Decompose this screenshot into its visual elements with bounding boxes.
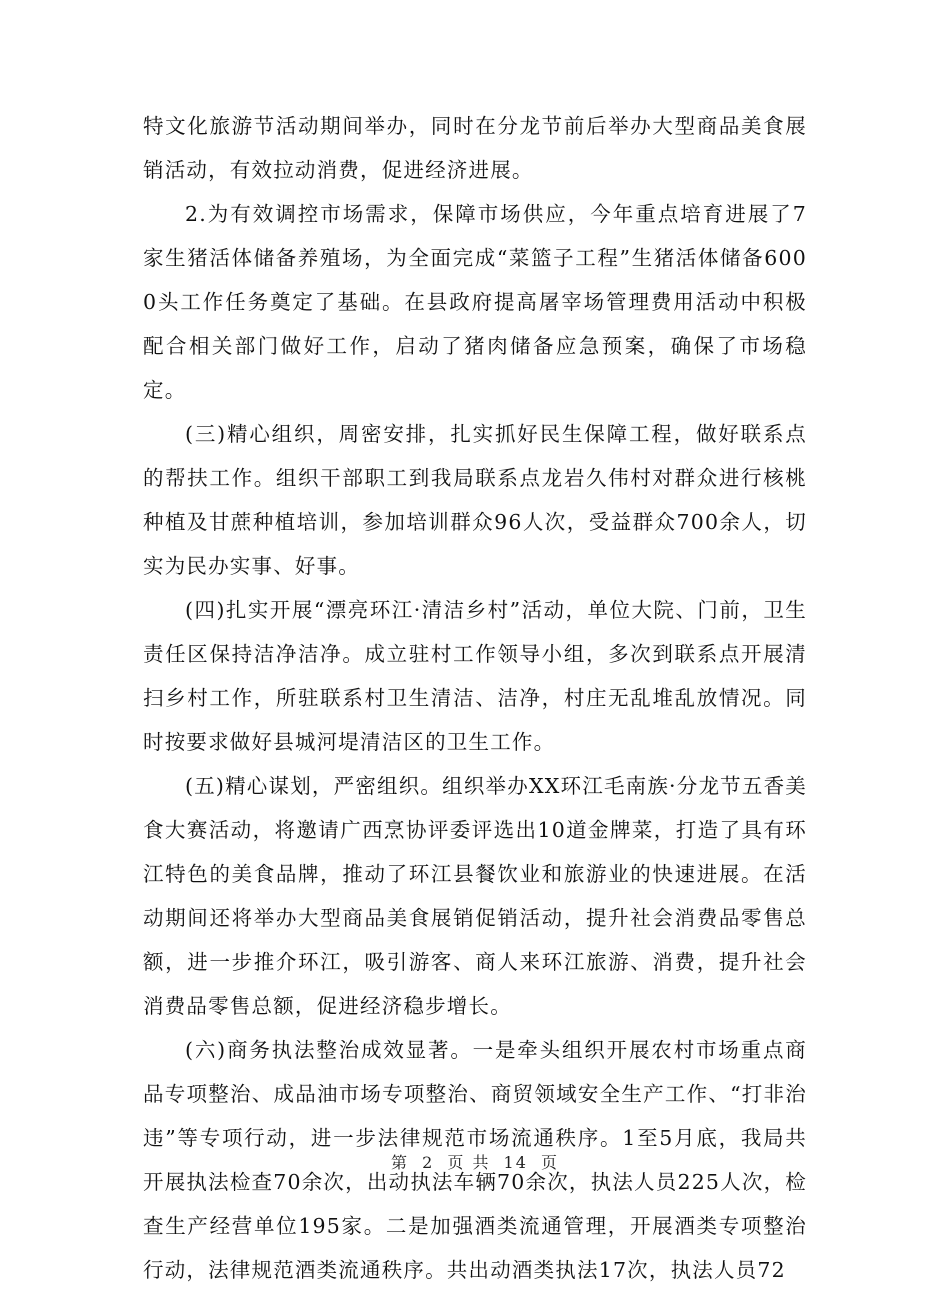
footer-middle: 页 共 xyxy=(447,1153,491,1172)
footer-prefix: 第 xyxy=(390,1153,409,1172)
footer-suffix: 页 xyxy=(541,1153,560,1172)
paragraph-section-4: (四)扎实开展“漂亮环江·清洁乡村”活动，单位大院、门前，卫生责任区保持洁净洁净。成立驻村工作领导小组，多次到联系点开展清扫乡村工作，所驻联系村卫生清洁、洁净，村庄无乱堆乱放情况。同时按要求做好县城河堤清洁区的卫生工作。 xyxy=(143,598,807,754)
page-footer xyxy=(0,1150,950,1173)
footer-page-number: 2 xyxy=(422,1153,435,1172)
document-body xyxy=(143,104,807,1292)
footer-total-pages: 14 xyxy=(503,1153,528,1172)
paragraph-item-2: 2.为有效调控市场需求，保障市场供应，今年重点培育进展了7家生猪活体储备养殖场，为全面完成“菜篮子工程”生猪活体储备6000头工作任务奠定了基础。在县政府提高屠宰场管理费用活动中积极配合相关部门做好工作，启动了猪肉储备应急预案，确保了市场稳定。 xyxy=(143,202,807,402)
paragraph-section-6: (六)商务执法整治成效显著。一是牵头组织开展农村市场重点商品专项整治、成品油市场专项整治、商贸领域安全生产工作、“打非治违”等专项行动，进一步法律规范市场流通秩序。1至5月底，我局共开展执法检查70余次，出动执法车辆70余次，执法人员225人次，检查生产经营单位195家。二是加强酒类流通管理，开展酒类专项整治行动，法律规范酒类流通秩序。共出动酒类执法17次，执法人员72 xyxy=(143,1038,807,1282)
paragraph-continuation: 特文化旅游节活动期间举办，同时在分龙节前后举办大型商品美食展销活动，有效拉动消费，促进经济进展。 xyxy=(143,114,807,182)
paragraph-section-5: (五)精心谋划，严密组织。组织举办XX环江毛南族·分龙节五香美食大赛活动，将邀请广西烹协评委评选出10道金牌菜，打造了具有环江特色的美食品牌，推动了环江县餐饮业和旅游业的快速进展。在活动期间还将举办大型商品美食展销促销活动，提升社会消费品零售总额，进一步推介环江，吸引游客、商人来环江旅游、消费，提升社会消费品零售总额，促进经济稳步增长。 xyxy=(143,774,807,1018)
paragraph-section-3: (三)精心组织，周密安排，扎实抓好民生保障工程，做好联系点的帮扶工作。组织干部职工到我局联系点龙岩久伟村对群众进行核桃种植及甘蔗种植培训，参加培训群众96人次，受益群众700余人，切实为民办实事、好事。 xyxy=(143,422,807,578)
